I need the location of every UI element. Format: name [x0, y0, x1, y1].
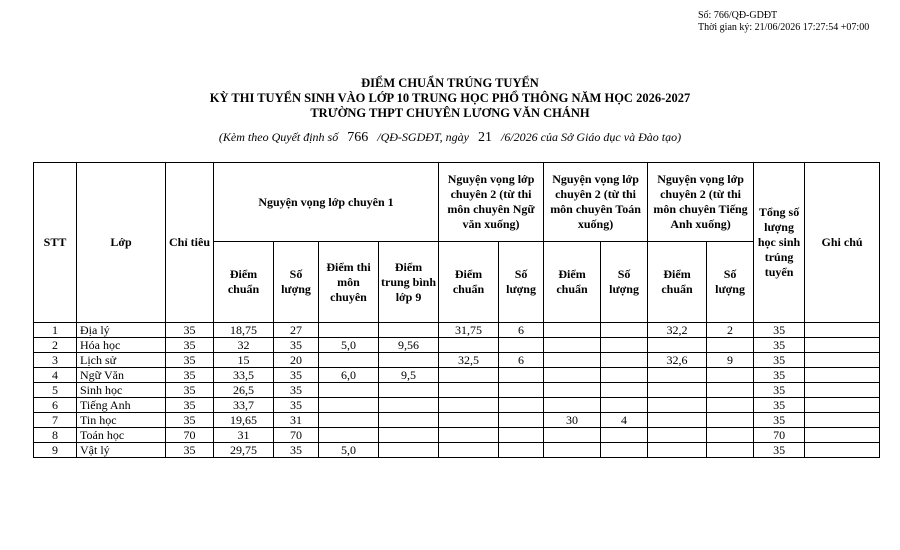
- cell-english-cutoff: [648, 338, 707, 353]
- cell-nv1-cutoff: 31: [214, 428, 274, 443]
- cell-english-cutoff: [648, 443, 707, 458]
- table-row: [34, 443, 880, 458]
- header-quota: Chỉ tiêu: [166, 163, 214, 323]
- cell-literature-cutoff: 32,5: [439, 353, 499, 368]
- table-row: [34, 323, 880, 338]
- cell-quota: 70: [166, 428, 214, 443]
- document-number: Số: 766/QĐ-GDĐT: [698, 10, 778, 21]
- cell-total: 35: [754, 353, 805, 368]
- cell-quota: 35: [166, 338, 214, 353]
- cell-literature-count: [499, 443, 544, 458]
- cell-math-count: [601, 428, 648, 443]
- table-row: [34, 398, 880, 413]
- cell-english-cutoff: [648, 383, 707, 398]
- cell-math-cutoff: [544, 428, 601, 443]
- cell-stt: 9: [34, 443, 77, 458]
- cell-class: Lịch sử: [77, 353, 166, 368]
- cell-english-count: 2: [707, 323, 754, 338]
- cell-stt: 1: [34, 323, 77, 338]
- cell-literature-cutoff: [439, 443, 499, 458]
- header-nv1-specialized-score: Điểm thi môn chuyên: [319, 242, 379, 323]
- header-literature-count: Số lượng: [499, 242, 544, 323]
- header-english-count: Số lượng: [707, 242, 754, 323]
- header-math-cutoff: Điểm chuẩn: [544, 242, 601, 323]
- cell-total: 35: [754, 383, 805, 398]
- cell-english-count: [707, 413, 754, 428]
- cell-math-cutoff: [544, 368, 601, 383]
- cell-notes: [805, 398, 880, 413]
- cell-nv1-specialized-score: [319, 413, 379, 428]
- signing-time: Thời gian ký: 21/06/2026 17:27:54 +07:00: [698, 22, 870, 33]
- cell-english-cutoff: [648, 398, 707, 413]
- cell-nv1-specialized-score: [319, 398, 379, 413]
- cell-nv1-cutoff: 15: [214, 353, 274, 368]
- table-body: [34, 323, 880, 458]
- cell-literature-count: [499, 383, 544, 398]
- cell-english-count: [707, 383, 754, 398]
- cell-stt: 8: [34, 428, 77, 443]
- cell-nv1-specialized-score: [319, 383, 379, 398]
- decision-text-2: /QĐ-SGDĐT, ngày: [377, 130, 470, 144]
- header-stt: STT: [34, 163, 77, 323]
- cell-nv1-grade9-average: [379, 353, 439, 368]
- header-english-cutoff: Điểm chuẩn: [648, 242, 707, 323]
- cell-math-count: [601, 383, 648, 398]
- cell-total: 70: [754, 428, 805, 443]
- cell-math-count: [601, 368, 648, 383]
- cell-literature-cutoff: 31,75: [439, 323, 499, 338]
- cell-math-count: [601, 398, 648, 413]
- cell-nv1-count: 35: [274, 383, 319, 398]
- cell-stt: 2: [34, 338, 77, 353]
- cell-class: Hóa học: [77, 338, 166, 353]
- header-nv1-count: Số lượng: [274, 242, 319, 323]
- cell-math-cutoff: [544, 353, 601, 368]
- cell-nv1-specialized-score: 6,0: [319, 368, 379, 383]
- cell-english-cutoff: [648, 413, 707, 428]
- cell-class: Địa lý: [77, 323, 166, 338]
- cell-literature-count: [499, 413, 544, 428]
- cell-literature-cutoff: [439, 383, 499, 398]
- header-notes: Ghi chú: [805, 163, 880, 323]
- cell-quota: 35: [166, 368, 214, 383]
- cell-notes: [805, 428, 880, 443]
- cell-nv1-grade9-average: [379, 323, 439, 338]
- cell-quota: 35: [166, 353, 214, 368]
- cell-math-count: [601, 338, 648, 353]
- cell-class: Tiếng Anh: [77, 398, 166, 413]
- cell-total: 35: [754, 323, 805, 338]
- cell-stt: 4: [34, 368, 77, 383]
- table-row: [34, 383, 880, 398]
- cell-literature-cutoff: [439, 368, 499, 383]
- cell-notes: [805, 368, 880, 383]
- decision-number: 766: [347, 130, 369, 145]
- document-title: ĐIỂM CHUẨN TRÚNG TUYỂN: [361, 76, 539, 90]
- table-row: [34, 353, 880, 368]
- cell-english-cutoff: [648, 428, 707, 443]
- cell-math-cutoff: [544, 323, 601, 338]
- cell-nv1-specialized-score: [319, 323, 379, 338]
- cell-nv1-cutoff: 26,5: [214, 383, 274, 398]
- header-total: Tổng số lượng học sinh trúng tuyển: [754, 163, 805, 323]
- cell-notes: [805, 413, 880, 428]
- cell-nv1-count: 27: [274, 323, 319, 338]
- cell-total: 35: [754, 413, 805, 428]
- cell-nv1-count: 20: [274, 353, 319, 368]
- table-row: [34, 428, 880, 443]
- cell-english-count: 9: [707, 353, 754, 368]
- header-math-count: Số lượng: [601, 242, 648, 323]
- cell-nv1-cutoff: 33,7: [214, 398, 274, 413]
- cell-nv1-cutoff: 18,75: [214, 323, 274, 338]
- cell-nv1-cutoff: 32: [214, 338, 274, 353]
- cell-stt: 5: [34, 383, 77, 398]
- cell-nv1-grade9-average: [379, 398, 439, 413]
- cell-literature-count: [499, 398, 544, 413]
- cell-math-count: [601, 353, 648, 368]
- cell-english-count: [707, 428, 754, 443]
- cell-quota: 35: [166, 398, 214, 413]
- cell-literature-count: 6: [499, 323, 544, 338]
- cell-literature-count: [499, 428, 544, 443]
- cell-class: Vật lý: [77, 443, 166, 458]
- cell-class: Tin học: [77, 413, 166, 428]
- decision-reference: [0, 130, 900, 146]
- cell-notes: [805, 338, 880, 353]
- cell-nv1-cutoff: 19,65: [214, 413, 274, 428]
- header-nv2-math: Nguyện vọng lớp chuyên 2 (từ thi môn chuyên Toán xuống): [544, 163, 648, 242]
- cell-math-count: [601, 443, 648, 458]
- exam-title: KỲ THI TUYỂN SINH VÀO LỚP 10 TRUNG HỌC PHỔ THÔNG NĂM HỌC 2026-2027: [209, 91, 691, 105]
- cell-english-cutoff: [648, 368, 707, 383]
- header-class: Lớp: [77, 163, 166, 323]
- cell-literature-cutoff: [439, 338, 499, 353]
- cell-literature-count: 6: [499, 353, 544, 368]
- decision-day: 21: [478, 130, 493, 145]
- cell-nv1-specialized-score: 5,0: [319, 443, 379, 458]
- cell-total: 35: [754, 443, 805, 458]
- cell-notes: [805, 353, 880, 368]
- cell-stt: 7: [34, 413, 77, 428]
- cell-notes: [805, 383, 880, 398]
- cell-quota: 35: [166, 323, 214, 338]
- cell-quota: 35: [166, 443, 214, 458]
- table-row: [34, 338, 880, 353]
- header-literature-cutoff: Điểm chuẩn: [439, 242, 499, 323]
- cell-nv1-count: 35: [274, 338, 319, 353]
- cell-nv1-count: 31: [274, 413, 319, 428]
- cell-nv1-count: 35: [274, 368, 319, 383]
- cell-english-count: [707, 338, 754, 353]
- cell-math-cutoff: [544, 383, 601, 398]
- cell-literature-count: [499, 368, 544, 383]
- cell-literature-count: [499, 338, 544, 353]
- header-nv2-literature: Nguyện vọng lớp chuyên 2 (từ thi môn chuyên Ngữ văn xuống): [439, 163, 544, 242]
- cell-math-count: 4: [601, 413, 648, 428]
- cell-literature-cutoff: [439, 428, 499, 443]
- cell-total: 35: [754, 368, 805, 383]
- cell-class: Ngữ Văn: [77, 368, 166, 383]
- cell-quota: 35: [166, 413, 214, 428]
- cell-class: Toán học: [77, 428, 166, 443]
- cell-english-count: [707, 398, 754, 413]
- cell-english-cutoff: 32,2: [648, 323, 707, 338]
- cell-nv1-count: 35: [274, 398, 319, 413]
- cell-nv1-specialized-score: [319, 428, 379, 443]
- cell-math-cutoff: [544, 398, 601, 413]
- cell-nv1-count: 35: [274, 443, 319, 458]
- cell-nv1-grade9-average: [379, 428, 439, 443]
- cell-nv1-cutoff: 29,75: [214, 443, 274, 458]
- cell-math-cutoff: [544, 338, 601, 353]
- cell-class: Sinh học: [77, 383, 166, 398]
- cell-nv1-grade9-average: 9,56: [379, 338, 439, 353]
- signature-meta: [698, 10, 888, 34]
- cell-nv1-specialized-score: [319, 353, 379, 368]
- cell-total: 35: [754, 398, 805, 413]
- cell-notes: [805, 323, 880, 338]
- cell-total: 35: [754, 338, 805, 353]
- cell-nv1-grade9-average: [379, 413, 439, 428]
- admission-score-table: [33, 162, 880, 458]
- table-row: [34, 413, 880, 428]
- cell-english-count: [707, 443, 754, 458]
- header-nv1: Nguyện vọng lớp chuyên 1: [214, 163, 439, 242]
- cell-english-count: [707, 368, 754, 383]
- cell-quota: 35: [166, 383, 214, 398]
- cell-nv1-count: 70: [274, 428, 319, 443]
- header-nv2-english: Nguyện vọng lớp chuyên 2 (từ thi môn chuyên Tiếng Anh xuống): [648, 163, 754, 242]
- cell-nv1-cutoff: 33,5: [214, 368, 274, 383]
- decision-text-1: (Kèm theo Quyết định số: [218, 130, 339, 144]
- decision-text-3: /6/2026 của Sở Giáo dục và Đào tạo): [501, 130, 682, 144]
- header-nv1-cutoff: Điểm chuẩn: [214, 242, 274, 323]
- cell-notes: [805, 443, 880, 458]
- cell-nv1-grade9-average: [379, 443, 439, 458]
- cell-math-cutoff: 30: [544, 413, 601, 428]
- cell-nv1-grade9-average: [379, 383, 439, 398]
- cell-nv1-grade9-average: 9,5: [379, 368, 439, 383]
- cell-stt: 3: [34, 353, 77, 368]
- school-name: TRƯỜNG THPT CHUYÊN LƯƠNG VĂN CHÁNH: [310, 106, 590, 120]
- cell-math-cutoff: [544, 443, 601, 458]
- cell-stt: 6: [34, 398, 77, 413]
- cell-literature-cutoff: [439, 413, 499, 428]
- table-row: [34, 368, 880, 383]
- cell-math-count: [601, 323, 648, 338]
- cell-english-cutoff: 32,6: [648, 353, 707, 368]
- cell-literature-cutoff: [439, 398, 499, 413]
- header-nv1-grade9-average: Điểm trung bình lớp 9: [379, 242, 439, 323]
- cell-nv1-specialized-score: 5,0: [319, 338, 379, 353]
